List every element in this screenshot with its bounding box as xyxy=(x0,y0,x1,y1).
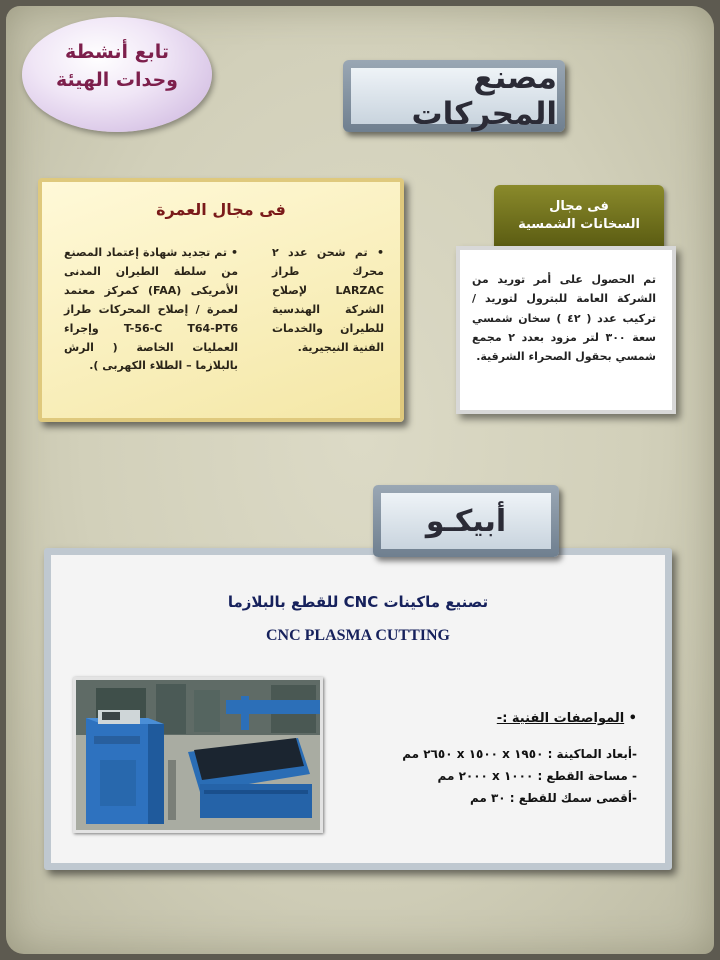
cnc-title-arabic: تصنيع ماكينات CNC للقطع بالبلازما xyxy=(227,593,489,611)
abico-title-plaque xyxy=(373,485,559,557)
spec-cutting-area: - مساحة القطع : ١٠٠٠ x ٢٠٠٠ مم xyxy=(437,768,637,783)
cnc-box-inner xyxy=(51,555,665,863)
solar-tab-line-1: فى مجال xyxy=(549,199,609,215)
cnc-box xyxy=(44,548,672,870)
overhaul-left-column: • تم تجديد شهادة إعتماد المصنع من سلطة الطيران المدنى الأمريكى (FAA) كمركز معتمد لعمرة / إصلاح المحركات طراز T-56-C T64-PT6 وإجراء العمليات الخاصة ( الرش بالبلازما – الطلاء الكهربى ). xyxy=(64,246,238,373)
bubble-line-2: وحدات الهيئة xyxy=(56,68,178,91)
bubble-line-1: تابع أنشطة xyxy=(64,41,169,63)
abico-title: أبيكـو xyxy=(381,493,551,549)
solar-heaters-tab xyxy=(494,185,664,247)
spec-machine-dimensions: -أبعاد الماكينة : ١٩٥٠ x ١٥٠٠ x ٢٦٥٠ مم xyxy=(402,747,637,762)
overhaul-heading: فى مجال العمرة xyxy=(156,200,286,219)
specs-heading-text: المواصفات الفنية :- xyxy=(496,711,625,726)
specs-heading: • المواصفات الفنية :- xyxy=(496,711,637,726)
overhaul-box xyxy=(38,178,404,422)
cnc-title-english: CNC PLASMA CUTTING xyxy=(265,627,450,644)
technical-specs xyxy=(317,707,637,809)
factory-title-plaque xyxy=(343,60,565,132)
activities-bubble xyxy=(22,17,212,132)
solar-tab-line-2: السخانات الشمسية xyxy=(518,217,640,232)
overhaul-right-column: • تم شحن عدد ٢ محرك طراز LARZAC لإصلاح الشركة الهندسية للطيران والخدمات الفنية النيجيرية. xyxy=(272,246,384,354)
cnc-machine-photo xyxy=(73,677,323,833)
spec-max-thickness: -أقصى سمك للقطع : ٣٠ مم xyxy=(469,790,637,805)
factory-title: مصنع المحركات xyxy=(351,68,557,124)
solar-heaters-text: تم الحصول على أمر توريد من الشركة العامة للبترول لتوريد / تركيب عدد ( ٤٢ ) سخان شمسي سعة ٣٠٠ لتر مزود بعدد ٢ مجمع شمسي بحقول الصحراء الشرقية. xyxy=(472,273,656,363)
solar-heaters-box xyxy=(456,246,676,414)
